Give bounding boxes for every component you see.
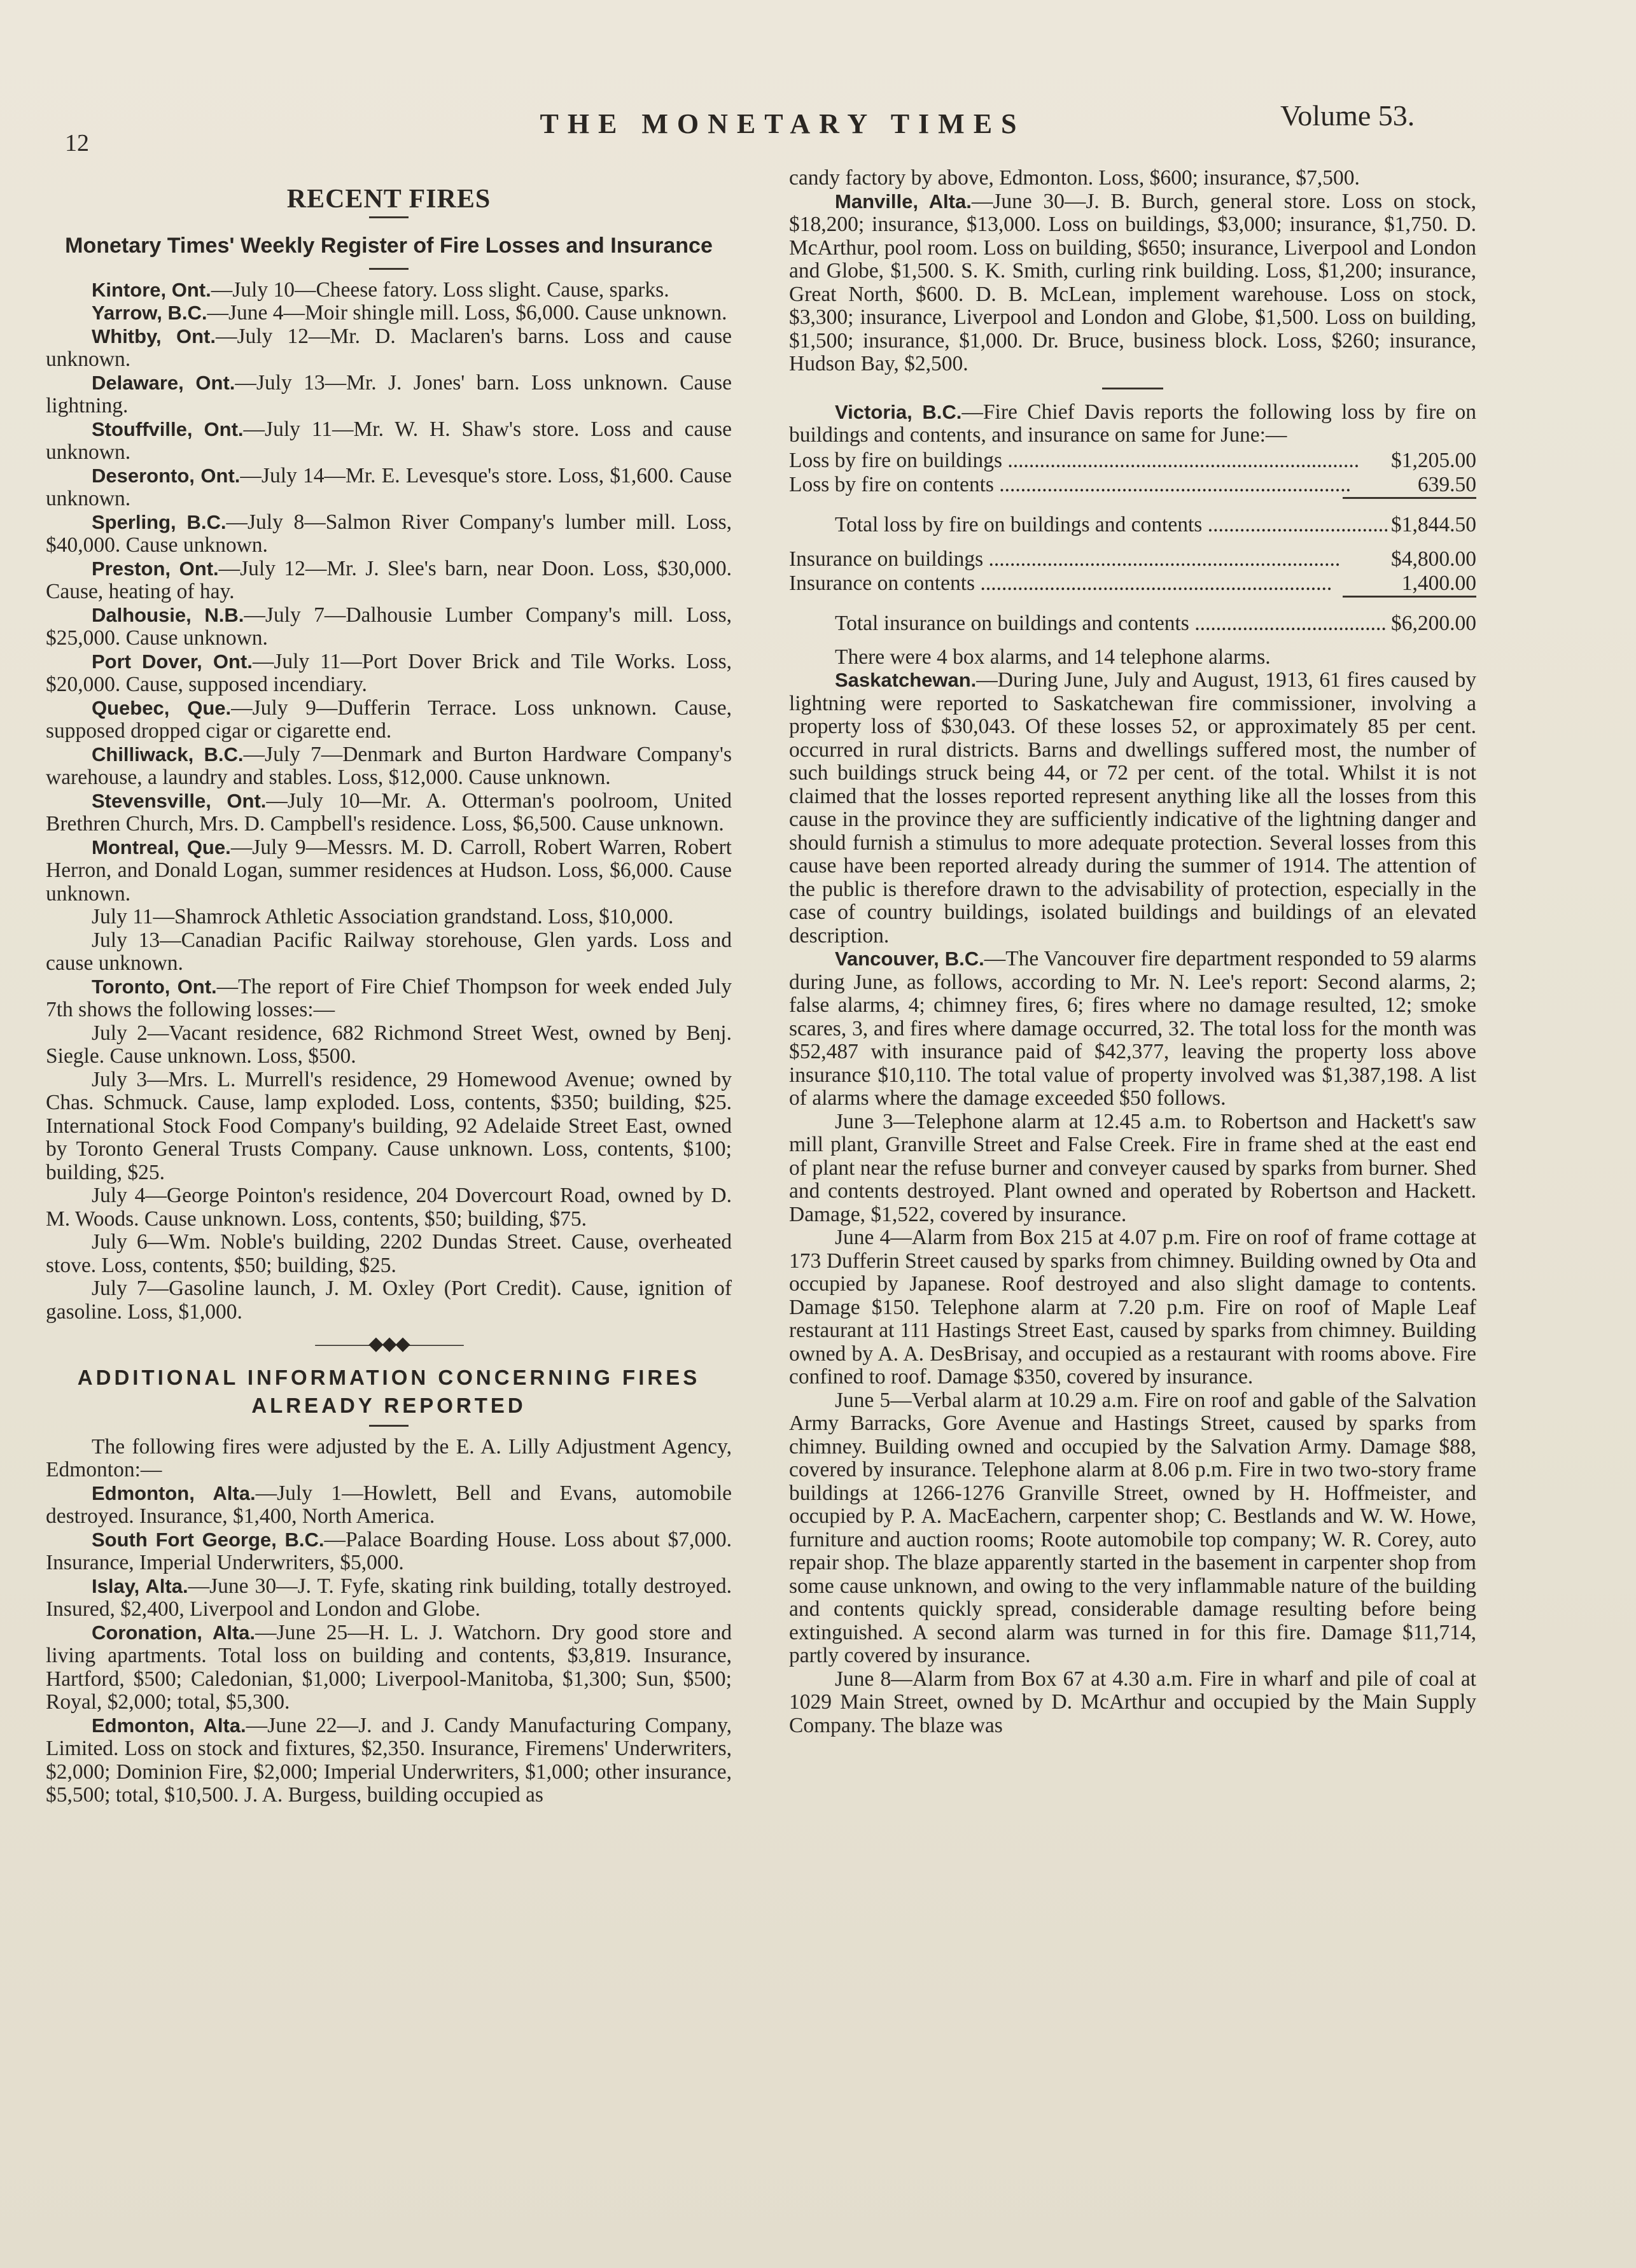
vancouver-alarm-list bbox=[789, 1110, 1476, 1738]
list-item bbox=[46, 976, 732, 1022]
entry-text: July 11—Shamrock Athletic Association grandstand. Loss, $10,000. bbox=[92, 905, 674, 928]
list-item bbox=[789, 190, 1476, 376]
entry-text: —July 7—Denmark and Burton Hardware Company's warehouse, a laundry and stables. Loss, $12,000. Cause unknown. bbox=[46, 742, 732, 789]
statement-total-row bbox=[789, 612, 1476, 636]
page-header bbox=[0, 99, 1636, 157]
entry-text: —July 10—Mr. A. Otterman's poolroom, United Brethren Church, Mrs. D. Campbell's residence. Loss, $6,500. Cause unknown. bbox=[46, 788, 732, 836]
list-item bbox=[46, 650, 732, 697]
location-label: Victoria, B.C. bbox=[835, 400, 962, 423]
list-item bbox=[46, 906, 732, 929]
location-label: Manville, Alta. bbox=[835, 190, 972, 213]
statement-amount: $6,200.00 bbox=[1391, 611, 1476, 635]
entry-text: —June 22—J. and J. Candy Manufacturing Company, Limited. Loss on stock and fixtures, $2,350. Insurance, Firemens' Underwriters, $2,000; Dominion Fire, $2,000; Imperial Underwriters, $1,000; other insurance, $5,500; total, $10,500. J. A. Burgess, building occupied as bbox=[46, 1713, 732, 1807]
entry-text: —July 12—Mr. D. Maclaren's barns. Loss and cause unknown. bbox=[46, 324, 732, 371]
statement-label: Loss by fire on buildings ..... bbox=[789, 449, 1387, 473]
list-item bbox=[46, 697, 732, 743]
entry-text: July 6—Wm. Noble's building, 2202 Dundas Street. Cause, overheated stove. Loss, contents, $50; building, $25. bbox=[46, 1230, 732, 1277]
location-label: Deseronto, Ont. bbox=[92, 464, 241, 487]
location-label: Port Dover, Ont. bbox=[92, 650, 253, 673]
location-label: Stouffville, Ont. bbox=[92, 417, 244, 440]
location-label: Saskatchewan. bbox=[835, 669, 977, 691]
divider bbox=[369, 216, 409, 218]
statement-label: Total loss by fire on buildings and contents ..... bbox=[835, 513, 1387, 537]
sum-rule bbox=[1343, 497, 1476, 499]
statement-label: Insurance on buildings ..... bbox=[789, 547, 1387, 571]
list-item bbox=[789, 669, 1476, 948]
list-item bbox=[46, 836, 732, 906]
list-item bbox=[46, 1529, 732, 1575]
left-column bbox=[46, 185, 732, 1807]
right-column bbox=[789, 167, 1476, 1737]
entry-text: —June 25—H. L. J. Watchorn. Dry good store and living apartments. Total loss on building and contents, $3,819. Insurance, Hartford, $500; Caledonian, $1,000; Liverpool-Manitoba, $1,300; Sun, $500; Royal, $2,000; total, $5,300. bbox=[46, 1620, 732, 1714]
list-item bbox=[46, 1482, 732, 1529]
list-item bbox=[46, 1714, 732, 1807]
list-item bbox=[46, 372, 732, 418]
list-item bbox=[46, 929, 732, 976]
list-item bbox=[46, 302, 732, 325]
list-item bbox=[789, 401, 1476, 447]
location-label: Whitby, Ont. bbox=[92, 325, 216, 347]
list-item: June 4—Alarm from Box 215 at 4.07 p.m. Fire on roof of frame cottage at 173 Dufferin Street caused by sparks from chimney. Building owned by Ota and occupied by Japanese. Roof destroyed and also slight damage to contents. Damage $150. Telephone alarm at 7.20 p.m. Fire on roof of Maple Leaf restaurant at 111 Hastings Street East, caused by sparks from chimney. Building owned by A. A. DesBrisay, and occupied as a restaurant with rooms above. Fire confined to roof. Damage $350, covered by insurance. bbox=[789, 1226, 1476, 1389]
list-item: June 5—Verbal alarm at 10.29 a.m. Fire on roof and gable of the Salvation Army Barracks, Gore Avenue and Hastings Street, caused by sparks from chimney. Building owned and occupied by the Salvation Army. Damage $88, covered by insurance. Telephone alarm at 8.06 p.m. Fire in two two-story frame buildings at 1266-1276 Granville Street, owned by H. Hoffmeister, and occupied by P. A. MacEachern, carpenter shop; C. Bestlands and W. W. Howe, furniture and auction rooms; Roote automobile top company; W. R. Corey, auto repair shop. The blaze apparently started in the basement in carpenter shop from some cause unknown, and owing to the very inflammable nature of the building and contents quickly spread, considerable damage resulting before being extinguished. A second alarm was turned in for this fire. Damage $11,714, partly covered by insurance. bbox=[789, 1388, 1476, 1667]
page-number: 12 bbox=[65, 130, 89, 157]
list-item bbox=[46, 1068, 732, 1185]
list-item bbox=[46, 1575, 732, 1621]
divider bbox=[369, 268, 409, 270]
entry-text: —During June, July and August, 1913, 61 fires caused by lightning were reported to Saskatchewan fire commissioner, involving a property loss of $30,043. Of these losses 52, or approximately 85 per cent. occurred in rural districts. Barns and dwellings suffered most, the number of such buildings struck being 44, or 72 per cent. of the total. Whilst it is not claimed that the losses reported represent anything like all the losses from this cause in the province they are sufficiently indicative of the lightning danger and should furnish a stimulus to more adequate protection. Several losses from this cause have been reported already during the summer of 1914. The attention of the public is therefore drawn to the advisability of protection, especially in the case of country buildings, isolated buildings and buildings of an elevated description. bbox=[789, 668, 1476, 948]
location-label: Edmonton, Alta. bbox=[92, 1481, 256, 1504]
entry-text: —June 4—Moir shingle mill. Loss, $6,000. Cause unknown. bbox=[207, 301, 727, 325]
entry-text: July 3—Mrs. L. Murrell's residence, 29 Homewood Avenue; owned by Chas. Schmuck. Cause, lamp exploded. Loss, contents, $350; building, $25. International Stock Food Company's building, 92 Adelaide Street East, owned by Toronto General Trusts Company. Cause unknown. Loss, contents, $100; building, $25. bbox=[46, 1067, 732, 1184]
list-item bbox=[46, 511, 732, 557]
divider bbox=[1102, 388, 1163, 389]
statement-amount: 1,400.00 bbox=[1401, 571, 1476, 595]
list-item: June 8—Alarm from Box 67 at 4.30 a.m. Fire in wharf and pile of coal at 1029 Main Street, owned by D. McArthur and occupied by the Main Supply Company. The blaze was bbox=[789, 1667, 1476, 1737]
ornament-divider: ———◆◆◆——— bbox=[315, 1333, 463, 1354]
volume-label: Volume 53. bbox=[1280, 99, 1415, 132]
statement-label: Insurance on contents ..... bbox=[789, 571, 1398, 596]
additional-entries-list bbox=[46, 1482, 732, 1807]
statement-row bbox=[789, 547, 1476, 571]
location-label: Toronto, Ont. bbox=[92, 975, 217, 998]
statement-total-row bbox=[789, 513, 1476, 537]
continued-text: candy factory by above, Edmonton. Loss, $600; insurance, $7,500. bbox=[789, 166, 1360, 190]
entry-text: —Fire Chief Davis reports the following loss by fire on buildings and contents, and insurance on same for June:— bbox=[789, 400, 1477, 447]
statement-amount: 639.50 bbox=[1417, 472, 1476, 496]
entry-text: July 2—Vacant residence, 682 Richmond Street West, owned by Benj. Siegle. Cause unknown. Loss, $500. bbox=[46, 1021, 732, 1068]
statement-row bbox=[789, 571, 1476, 596]
additional-intro: The following fires were adjusted by the E. A. Lilly Adjustment Agency, Edmonton:— bbox=[46, 1434, 732, 1481]
entry-text: —The Vancouver fire department responded to 59 alarms during June, as follows, according to Mr. N. Lee's report: Second alarms, 2; false alarms, 4; chimney fires, 6; fires where no damage resulted, 12; smoke scares, 3, and fires where damage occurred, 32. The total loss for the month was $52,487 with insurance paid of $42,377, leaving the property loss above insurance $10,110. The total value of property involved was $1,387,198. A list of alarms where the damage exceeded $50 follows. bbox=[789, 947, 1476, 1110]
entry-text: —July 11—Port Dover Brick and Tile Works. Loss, $20,000. Cause, supposed incendiary. bbox=[46, 649, 732, 696]
location-label: Sperling, B.C. bbox=[92, 510, 227, 533]
location-label: Yarrow, B.C. bbox=[92, 302, 207, 324]
divider bbox=[369, 1425, 409, 1427]
entry-text: —July 14—Mr. E. Levesque's store. Loss, $1,600. Cause unknown. bbox=[46, 463, 732, 510]
masthead: THE MONETARY TIMES bbox=[540, 108, 1026, 139]
statement-amount: $1,844.50 bbox=[1391, 512, 1476, 536]
entry-text: —July 7—Dalhousie Lumber Company's mill. Loss, $25,000. Cause unknown. bbox=[46, 603, 732, 650]
entry-text: —July 8—Salmon River Company's lumber mill. Loss, $40,000. Cause unknown. bbox=[46, 510, 732, 557]
entry-text: —June 30—J. T. Fyfe, skating rink building, totally destroyed. Insured, $2,400, Liverpool and London and Globe. bbox=[46, 1574, 732, 1621]
location-label: Islay, Alta. bbox=[92, 1574, 188, 1597]
entry-text: July 7—Gasoline launch, J. M. Oxley (Port Credit). Cause, ignition of gasoline. Loss, $1,000. bbox=[46, 1277, 732, 1324]
statement-amount: $1,205.00 bbox=[1391, 448, 1476, 472]
entry-text: —June 30—J. B. Burch, general store. Loss on stock, $18,200; insurance, $13,000. Loss on buildings, $3,000; insurance, $1,750. D. McArthur, pool room. Loss on building, $650; insurance, Liverpool and London and Globe, $1,500. S. K. Smith, curling rink building. Loss, $1,200; insurance, Great North, $600. D. B. McLean, implement warehouse. Loss on stock, $3,300; insurance, Liverpool and London and Globe, $1,500. Loss on building, $1,500; insurance, $1,000. Dr. Bruce, business block. Loss, $260; insurance, Hudson Bay, $2,500. bbox=[789, 189, 1476, 375]
list-item: June 3—Telephone alarm at 12.45 a.m. to Robertson and Hackett's saw mill plant, Granville Street and False Creek. Fire in frame shed at the east end of plant near the refuse burner and conveyer caused by sparks from burner. Shed and contents destroyed. Plant owned and operated by Robertson and Hackett. Damage, $1,522, covered by insurance. bbox=[789, 1109, 1476, 1226]
location-label: Stevensville, Ont. bbox=[92, 789, 267, 812]
location-label: Preston, Ont. bbox=[92, 557, 219, 580]
location-label: Quebec, Que. bbox=[92, 696, 232, 719]
entry-text: —July 12—Mr. J. Slee's barn, near Doon. Loss, $30,000. Cause, heating of hay. bbox=[46, 556, 732, 603]
statement-label: Total insurance on buildings and contents ..... bbox=[835, 612, 1387, 636]
entry-text: July 4—George Pointon's residence, 204 Dovercourt Road, owned by D. M. Woods. Cause unknown. Loss, contents, $50; building, $75. bbox=[46, 1184, 732, 1231]
fire-entries-list bbox=[46, 279, 732, 1324]
list-item bbox=[46, 1621, 732, 1714]
statement-label: Loss by fire on contents ..... bbox=[789, 473, 1414, 497]
entry-text: July 13—Canadian Pacific Railway storehouse, Glen yards. Loss and cause unknown. bbox=[46, 928, 732, 975]
section-subtitle: Monetary Times' Weekly Register of Fire Losses and Insurance bbox=[65, 233, 713, 258]
entry-text: —July 1—Howlett, Bell and Evans, automobile destroyed. Insurance, $1,400, North America. bbox=[46, 1481, 732, 1528]
additional-title: ADDITIONAL INFORMATION CONCERNING FIRES ALREADY REPORTED bbox=[77, 1365, 701, 1417]
entry-text: —July 13—Mr. J. Jones' barn. Loss unknown. Cause lightning. bbox=[46, 370, 732, 417]
location-label: Chilliwack, B.C. bbox=[92, 743, 244, 766]
list-item bbox=[46, 325, 732, 372]
list-item bbox=[46, 743, 732, 790]
entry-text: —July 11—Mr. W. H. Shaw's store. Loss and cause unknown. bbox=[46, 417, 732, 464]
statement-row bbox=[789, 473, 1476, 497]
list-item bbox=[46, 557, 732, 604]
list-item bbox=[46, 604, 732, 650]
list-item bbox=[46, 465, 732, 511]
list-item bbox=[789, 948, 1476, 1110]
location-label: South Fort George, B.C. bbox=[92, 1528, 325, 1551]
entry-text: —Palace Boarding House. Loss about $7,000. Insurance, Imperial Underwriters, $5,000. bbox=[46, 1527, 732, 1574]
list-item bbox=[46, 1184, 732, 1231]
loss-statement bbox=[789, 449, 1476, 636]
entry-text: —The report of Fire Chief Thompson for week ended July 7th shows the following losses:— bbox=[46, 974, 732, 1021]
location-label: Coronation, Alta. bbox=[92, 1621, 256, 1644]
location-label: Kintore, Ont. bbox=[92, 278, 211, 301]
location-label: Vancouver, B.C. bbox=[835, 948, 984, 970]
alarms-text: There were 4 box alarms, and 14 telephone alarms. bbox=[835, 645, 1271, 669]
list-item bbox=[46, 790, 732, 836]
list-item bbox=[46, 418, 732, 465]
entry-text: —July 10—Cheese fatory. Loss slight. Cause, sparks. bbox=[211, 277, 669, 302]
list-item bbox=[46, 1231, 732, 1277]
sum-rule bbox=[1343, 596, 1476, 598]
statement-row bbox=[789, 449, 1476, 473]
location-label: Edmonton, Alta. bbox=[92, 1714, 246, 1737]
location-label: Montreal, Que. bbox=[92, 836, 231, 858]
list-item bbox=[46, 279, 732, 302]
list-item bbox=[46, 1022, 732, 1068]
location-label: Dalhousie, N.B. bbox=[92, 603, 244, 626]
list-item bbox=[46, 1277, 732, 1324]
statement-amount: $4,800.00 bbox=[1391, 547, 1476, 571]
entry-text: —July 9—Dufferin Terrace. Loss unknown. Cause, supposed dropped cigar or cigarette end. bbox=[46, 696, 732, 743]
section-title: RECENT FIRES bbox=[286, 185, 491, 214]
location-label: Delaware, Ont. bbox=[92, 371, 235, 394]
entry-text: —July 9—Messrs. M. D. Carroll, Robert Warren, Robert Herron, and Donald Logan, summer residences at Hudson. Loss, $6,000. Cause unknown. bbox=[46, 835, 732, 906]
